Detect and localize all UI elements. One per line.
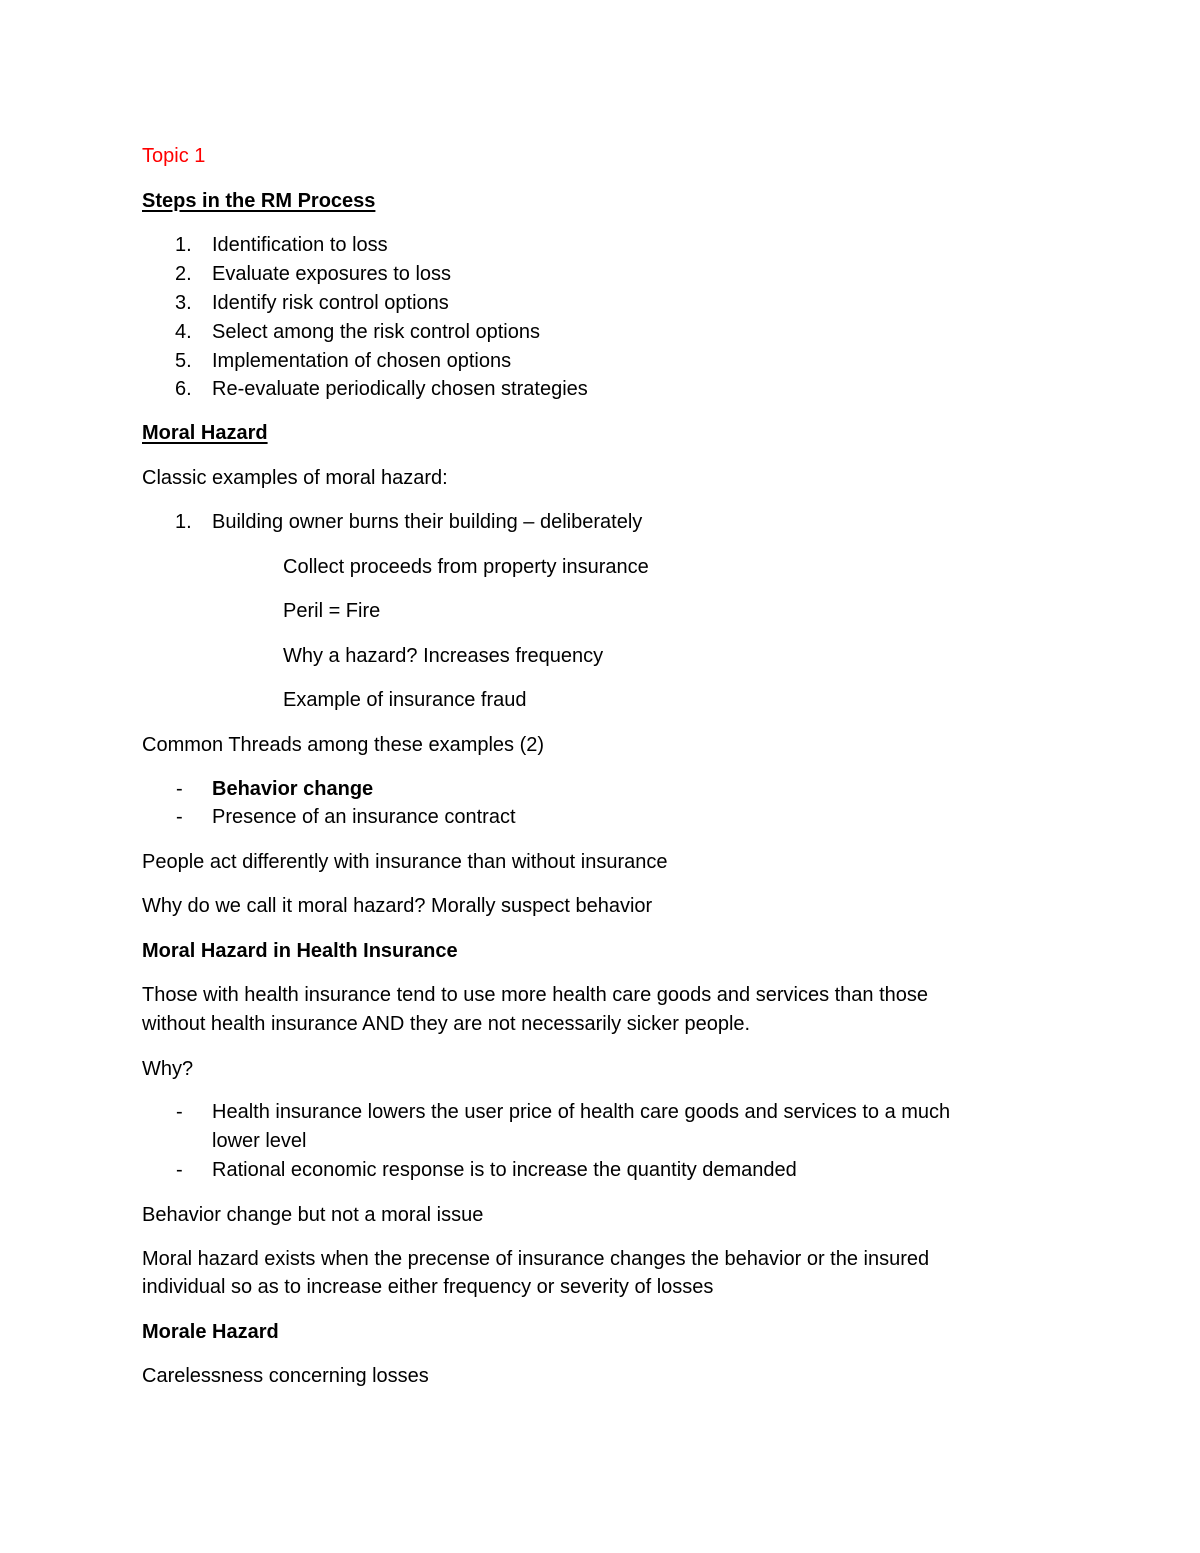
list-item: Identify risk control options [212, 292, 449, 314]
list-item-continued: lower level [212, 1130, 307, 1152]
paragraph: Behavior change but not a moral issue [142, 1204, 484, 1226]
list-item: Health insurance lowers the user price of health care goods and services to a much [212, 1101, 951, 1123]
list-number: 2. [175, 263, 192, 285]
list-number: 1. [175, 234, 192, 256]
list-number: 6. [175, 378, 192, 400]
list-number: 5. [175, 350, 192, 372]
bullet-dash: - [176, 806, 183, 828]
list-item: Presence of an insurance contract [212, 806, 516, 828]
example-detail: Peril = Fire [283, 600, 381, 622]
paragraph: without health insurance AND they are not necessarily sicker people. [142, 1013, 751, 1035]
list-number: 4. [175, 321, 192, 343]
example-detail: Why a hazard? Increases frequency [283, 645, 604, 667]
list-item: Behavior change [212, 778, 374, 800]
paragraph: Carelessness concerning losses [142, 1365, 429, 1387]
list-item: Evaluate exposures to loss [212, 263, 452, 285]
classic-examples-intro: Classic examples of moral hazard: [142, 467, 448, 489]
bullet-dash: - [176, 1159, 183, 1181]
paragraph: Those with health insurance tend to use more health care goods and services than those [142, 984, 929, 1006]
paragraph: Moral hazard exists when the precense of insurance changes the behavior or the insured [142, 1248, 930, 1270]
paragraph: Why do we call it moral hazard? Morally suspect behavior [142, 895, 653, 917]
morale-hazard-heading: Morale Hazard [142, 1321, 279, 1343]
list-item: Building owner burns their building – deliberately [212, 511, 643, 533]
health-heading: Moral Hazard in Health Insurance [142, 940, 458, 962]
list-item: Re-evaluate periodically chosen strategies [212, 378, 588, 400]
list-number: 1. [175, 511, 192, 533]
list-number: 3. [175, 292, 192, 314]
list-item: Identification to loss [212, 234, 388, 256]
steps-heading: Steps in the RM Process [142, 190, 376, 212]
bullet-dash: - [176, 1101, 183, 1123]
list-item: Implementation of chosen options [212, 350, 512, 372]
moral-hazard-heading: Moral Hazard [142, 422, 268, 444]
common-threads-intro: Common Threads among these examples (2) [142, 734, 545, 756]
topic-title: Topic 1 [142, 145, 206, 167]
list-item: Rational economic response is to increase the quantity demanded [212, 1159, 797, 1181]
bullet-dash: - [176, 778, 183, 800]
paragraph: People act differently with insurance than without insurance [142, 851, 668, 873]
example-detail: Collect proceeds from property insurance [283, 556, 649, 578]
paragraph: Why? [142, 1058, 194, 1080]
paragraph: individual so as to increase either frequency or severity of losses [142, 1276, 714, 1298]
example-detail: Example of insurance fraud [283, 689, 527, 711]
list-item: Select among the risk control options [212, 321, 540, 343]
